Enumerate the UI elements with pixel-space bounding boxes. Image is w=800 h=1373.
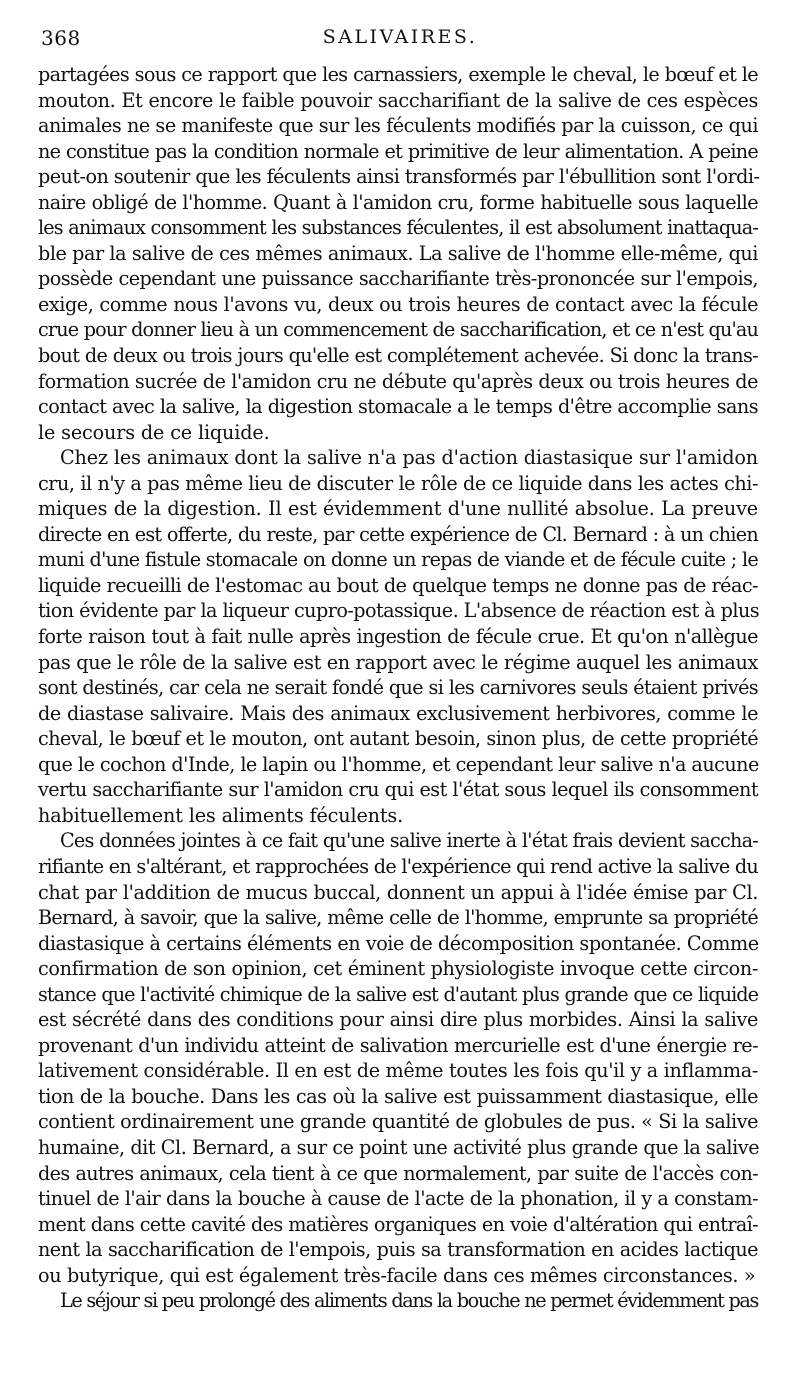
text-line: Bernard, à savoir, que la salive, même celle de l'homme, emprunte sa propriété <box>38 906 758 930</box>
text-line: stance que l'activité chimique de la salive est d'autant plus grande que ce liquide <box>38 982 758 1006</box>
body-text <box>38 62 758 1314</box>
text-line: rifiante en s'altérant, et rapprochées de l'expérience qui rend active la salive du <box>38 854 758 878</box>
page-number: 368 <box>41 26 81 50</box>
text-line: est sécrété dans des conditions pour ainsi dire plus morbides. Ainsi la salive <box>38 1008 758 1032</box>
text-line: liquide recueilli de l'estomac au bout de quelque temps ne donne pas de réac- <box>38 573 758 597</box>
text-line: nent la saccharification de l'empois, puis sa transformation en acides lactique <box>38 1238 758 1262</box>
text-line: cheval, le bœuf et le mouton, ont autant besoin, sinon plus, de cette propriété <box>38 727 758 751</box>
paragraph-first-line: Le séjour si peu prolongé des aliments dans la bouche ne permet évidemment pas <box>60 1289 758 1313</box>
text-line: pas que le rôle de la salive est en rapport avec le régime auquel les animaux <box>38 650 758 674</box>
text-line: mouton. Et encore le faible pouvoir saccharifiant de la salive de ces espèces <box>38 88 758 112</box>
paragraph-first-line: Ces données jointes à ce fait qu'une salive inerte à l'état frais devient saccha- <box>60 829 758 853</box>
text-line: peut-on soutenir que les féculents ainsi transformés par l'ébullition sont l'ordi- <box>38 165 760 189</box>
text-line: crue pour donner lieu à un commencement de saccharification, et ce n'est qu'au <box>38 318 758 342</box>
page-header <box>0 20 800 60</box>
text-line: ou butyrique, qui est également très-facile dans ces mêmes circonstances. » <box>38 1263 756 1287</box>
text-line: ne constitue pas la condition normale et primitive de leur alimentation. A peine <box>38 139 758 163</box>
text-line: ble par la salive de ces mêmes animaux. La salive de l'homme elle-même, qui <box>38 241 758 265</box>
text-line: possède cependant une puissance saccharifiante très-prononcée sur l'empois, <box>38 267 758 291</box>
text-line: contact avec la salive, la digestion stomacale a le temps d'être accomplie sans <box>38 395 758 419</box>
text-line: de diastase salivaire. Mais des animaux exclusivement herbivores, comme le <box>38 701 758 725</box>
text-line: sont destinés, car cela ne serait fondé que si les carnivores seuls étaient privés <box>38 676 758 700</box>
text-line: tion de la bouche. Dans les cas où la salive est puissamment diastasique, elle <box>38 1084 758 1108</box>
text-line: humaine, dit Cl. Bernard, a sur ce point une activité plus grande que la salive <box>38 1135 760 1159</box>
text-line: le secours de ce liquide. <box>38 420 270 444</box>
text-line: des autres animaux, cela tient à ce que normalement, par suite de l'accès con- <box>38 1161 758 1185</box>
text-line: vertu saccharifiante sur l'amidon cru qui est l'état sous lequel ils consomment <box>38 778 758 802</box>
text-line: habituellement les aliments féculents. <box>38 803 404 827</box>
text-line: tion évidente par la liqueur cupro-potassique. L'absence de réaction est à plus <box>38 599 760 623</box>
text-line: exige, comme nous l'avons vu, deux ou trois heures de contact avec la fécule <box>38 292 758 316</box>
text-line: chat par l'addition de mucus buccal, donnent un appui à l'idée émise par Cl. <box>38 880 758 904</box>
text-line: les animaux consomment les substances féculentes, il est absolument inattaqua- <box>38 216 758 240</box>
text-line: partagées sous ce rapport que les carnassiers, exemple le cheval, le bœuf et le <box>38 63 758 86</box>
text-line: cru, il n'y a pas même lieu de discuter le rôle de ce liquide dans les actes chi- <box>38 471 758 495</box>
text-line: diastasique à certains éléments en voie de décomposition spontanée. Comme <box>38 931 759 955</box>
text-line: ment dans cette cavité des matières organiques en voie d'altération qui entraî- <box>38 1212 758 1236</box>
text-line: directe en est offerte, du reste, par cette expérience de Cl. Bernard : à un chien <box>38 522 758 546</box>
text-line: animales ne se manifeste que sur les féculents modifiés par la cuisson, ce qui <box>38 114 759 138</box>
text-line: naire obligé de l'homme. Quant à l'amidon cru, forme habituelle sous laquelle <box>38 190 758 214</box>
text-line: que le cochon d'Inde, le lapin ou l'homme, et cependant leur salive n'a aucune <box>38 752 759 776</box>
text-line: miques de la digestion. Il est évidemment d'une nullité absolue. La preuve <box>38 497 758 521</box>
text-line: lativement considérable. Il en est de même toutes les fois qu'il y a inflamma- <box>38 1059 758 1083</box>
paragraph-first-line: Chez les animaux dont la salive n'a pas d'action diastasique sur l'amidon <box>60 446 758 470</box>
text-line: forte raison tout à fait nulle après ingestion de fécule crue. Et qu'on n'allègue <box>38 625 758 649</box>
text-line: bout de deux ou trois jours qu'elle est complétement achevée. Si donc la trans- <box>38 344 758 368</box>
text-line: contient ordinairement une grande quantité de globules de pus. « Si la salive <box>38 1110 758 1134</box>
text-line: tinuel de l'air dans la bouche à cause de l'acte de la phonation, il y a constam- <box>38 1187 758 1211</box>
text-line: muni d'une fistule stomacale on donne un repas de viande et de fécule cuite ; le <box>38 548 758 572</box>
text-line: confirmation de son opinion, cet éminent physiologiste invoque cette circon- <box>38 957 758 981</box>
running-head: SALIVAIRES. <box>322 26 478 48</box>
text-line: provenant d'un individu atteint de salivation mercurielle est d'une énergie re- <box>38 1033 758 1057</box>
text-line: formation sucrée de l'amidon cru ne débute qu'après deux ou trois heures de <box>38 369 758 393</box>
